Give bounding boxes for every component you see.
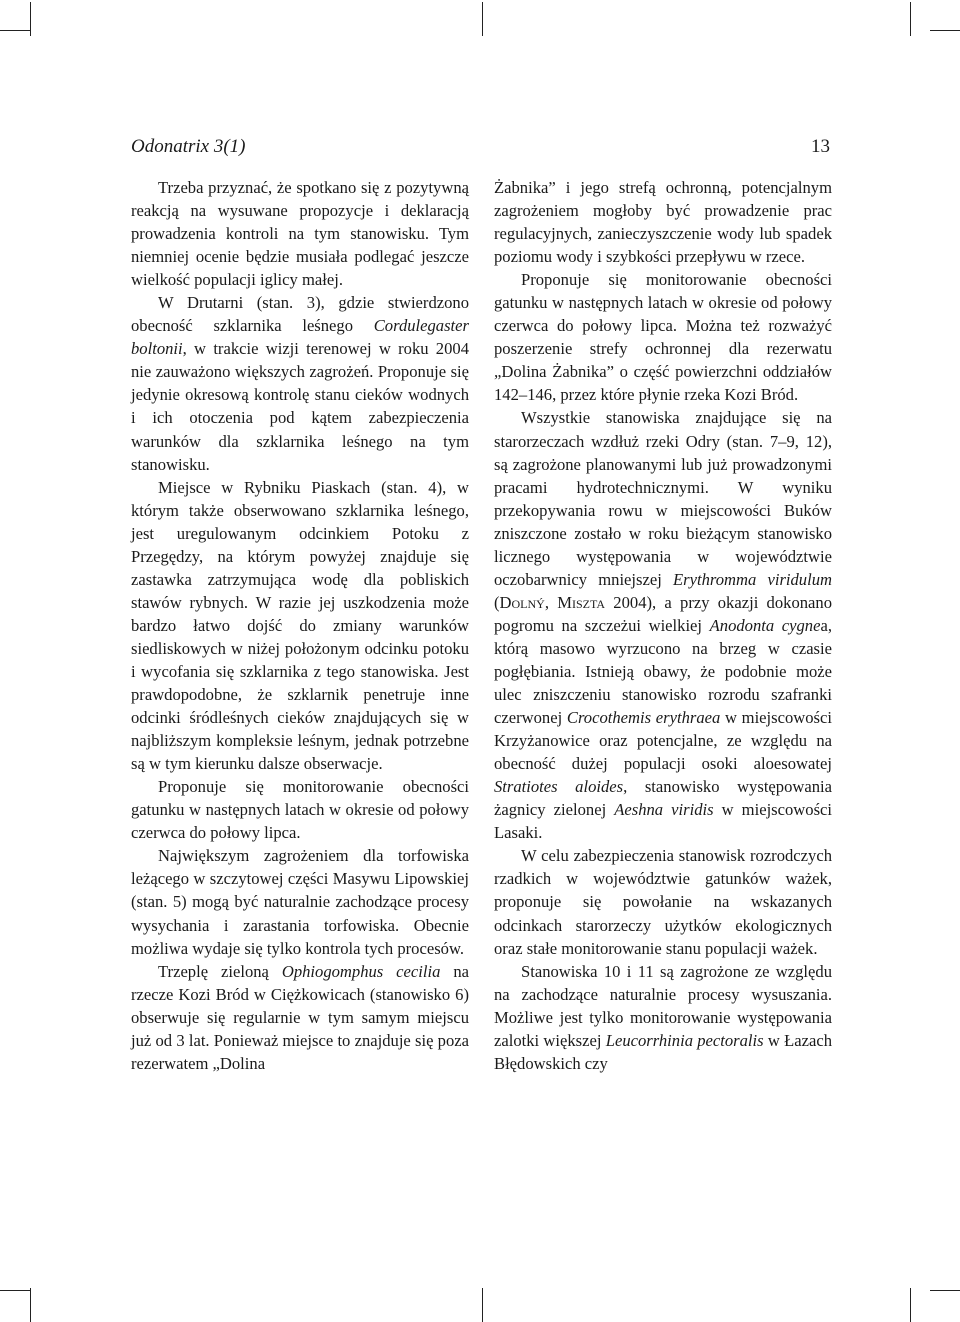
paragraph: Największym zagrożeniem dla torfowiska leżącego w szczytowej części Masywu Lipowskiej (stan. 5) mogą być naturalnie zachodzące procesy wysychania i zarastania torfowiska. Obecnie możliwa wydaje się tylko kontrola tych procesów.: [131, 846, 469, 958]
paragraph: Miejsce w Rybniku Piaskach (stan. 4), w którym także obserwowano szklarnika leśnego, jest uregulowanym odcinkiem Potoku z Przegędzy, na którym powyżej znajduje się zastawka zatrzymująca wodę dla pobliskich stawów rybnych. W razie jej uszkodzenia może bardzo łatwo dojść do zmiany warunków siedliskowych w niżej położonym odcinku potoku i wycofania się szklarnika z tego stanowiska. Jest prawdopodobne, że szklarnik penetruje inne odcinki śródleśnych cieków znajdujących się w najbliższym kompleksie leśnym, jednak potrzebne są w tym kierunku dalsze obserwacje.: [131, 477, 469, 774]
text-run: na rzecze Kozi Bród w Ciężkowicach (stanowisko 6) obserwuje się regularnie w tym samym miejscu już od 3 lat. Ponieważ miejsce to znajduje się poza rezerwatem „Dolina: [131, 961, 469, 1073]
crop-mark-top-right-v: [910, 2, 911, 36]
paragraph: Proponuje się monitorowanie obecności gatunku w następnych latach w okresie od połowy czerwca do połowy lipca. Można też rozważyć poszerzenie strefy ochronnej dla rezerwatu „Dolina Żabnika” o część powierzchni oddziałów 142–146, przez które płynie rzeka Kozi Bród.: [494, 270, 832, 405]
species-name: Anodonta cygne: [709, 615, 821, 635]
page-number: 13: [811, 136, 830, 157]
left-column: [131, 176, 469, 1075]
paragraph: [494, 960, 832, 1075]
crop-mark-bottom-left-h: [0, 1290, 30, 1291]
right-column: [494, 176, 832, 1075]
text-run: 2004), a przy okazji dokonano pogromu na szczeżui wielkiej: [494, 592, 832, 635]
species-name: Ophiogomphus cecilia: [281, 961, 441, 981]
crop-mark-top-left-h: [0, 30, 30, 31]
crop-mark-bottom-right-h: [930, 1290, 960, 1291]
journal-title: Odonatrix 3(1): [131, 136, 246, 157]
crop-mark-top-center-v: [482, 2, 483, 36]
paragraph: Proponuje się monitorowanie obecności gatunku w następnych latach w okresie od połowy czerwca do połowy lipca.: [131, 777, 469, 843]
paragraph: [494, 406, 832, 844]
citation-author: Dolný: [499, 592, 545, 612]
running-header: [131, 136, 830, 162]
text-run: Wszystkie stanowiska znajdujące się na starorzeczach wzdłuż rzeki Odry (stan. 7–9, 12), są zagrożone planowanymi lub już prowadzonymi pracami hydrotechnicznymi. W wyniku przekopywania rowu w miejscowości Buków zniszczone zostało w roku bieżącym stanowisko licznego występowania w województwie oczobarwnicy mniejszej: [494, 408, 832, 589]
text-run: a, którą masowo wyrzucono na brzeg w czasie pogłębiania. Istnieją obawy, że podobnie może ulec zniszczeniu stanowisko rozrodu szafranki czerwonej: [494, 615, 832, 728]
species-name: Stratiotes aloides: [494, 777, 624, 797]
text-run: ,: [544, 592, 558, 612]
text-run: Stanowiska 10 i 11 są zagrożone ze względu na zachodzące naturalnie procesy wysuszania. Możliwe jest tylko monitorowanie występowania zalotki większej: [494, 961, 832, 1050]
crop-mark-bottom-center-v: [482, 1288, 483, 1322]
crop-mark-bottom-right-v: [910, 1288, 911, 1322]
text-run: (: [494, 592, 500, 612]
paragraph: [131, 291, 469, 475]
crop-mark-top-right-h: [930, 30, 960, 31]
citation-author: Miszta: [557, 592, 606, 612]
species-name: Cordulegaster boltonii: [131, 316, 469, 359]
species-name: Aeshna viridis: [614, 800, 714, 820]
text-run: w miejscowości Lasaki.: [494, 800, 833, 843]
text-run: w Łazach Błędowskich czy: [494, 1030, 832, 1073]
species-name: Crocothemis erythraea: [566, 708, 721, 728]
crop-mark-bottom-left-v: [30, 1288, 31, 1322]
species-name: Erythromma viridulum: [673, 569, 832, 589]
paragraph: W celu zabezpieczenia stanowisk rozrodczych rzadkich w województwie gatunków ważek, proponuje się powołanie na wskazanych odcinkach starorzeczy użytków ekologicznych oraz stałe monitorowanie stanu populacji ważek.: [494, 846, 832, 958]
text-run: W Drutarni (stan. 3), gdzie stwierdzono obecność szklarnika leśnego: [131, 293, 469, 336]
species-name: Leucorrhinia pectoralis: [605, 1030, 764, 1050]
text-run: , w trakcie wizji terenowej w roku 2004 nie zauważono większych zagrożeń. Proponuje się jedynie okresową kontrolę stanu cieków wodnych i ich otoczenia pod kątem zabezpieczenia warunków dla szklarnika leśnego na tym stanowisku.: [131, 339, 469, 474]
text-run: , stanowisko występowania żagnicy zielonej: [494, 777, 833, 820]
paragraph: Żabnika” i jego strefą ochronną, potencjalnym zagrożeniem mogłoby być prowadzenie prac regulacyjnych, zanieczyszczenie wody lub spadek poziomu wody i szybkości przepływu w rzece.: [494, 178, 832, 267]
paragraph: Trzeba przyznać, że spotkano się z pozytywną reakcją na wysuwane propozycje i deklaracją prowadzenia kontroli na tym stanowisku. Tym niemniej ocenie będzie musiała podlegać jeszcze wielkość populacji iglicy małej.: [131, 178, 469, 290]
text-run: w miejscowości Krzyżanowice oraz potencjalne, ze względu na obecność dużej populacji osoki aloesowatej: [494, 708, 832, 774]
paragraph: [131, 960, 469, 1075]
text-run: Trzeplę zieloną: [158, 961, 282, 981]
crop-mark-top-left-v: [30, 2, 31, 36]
